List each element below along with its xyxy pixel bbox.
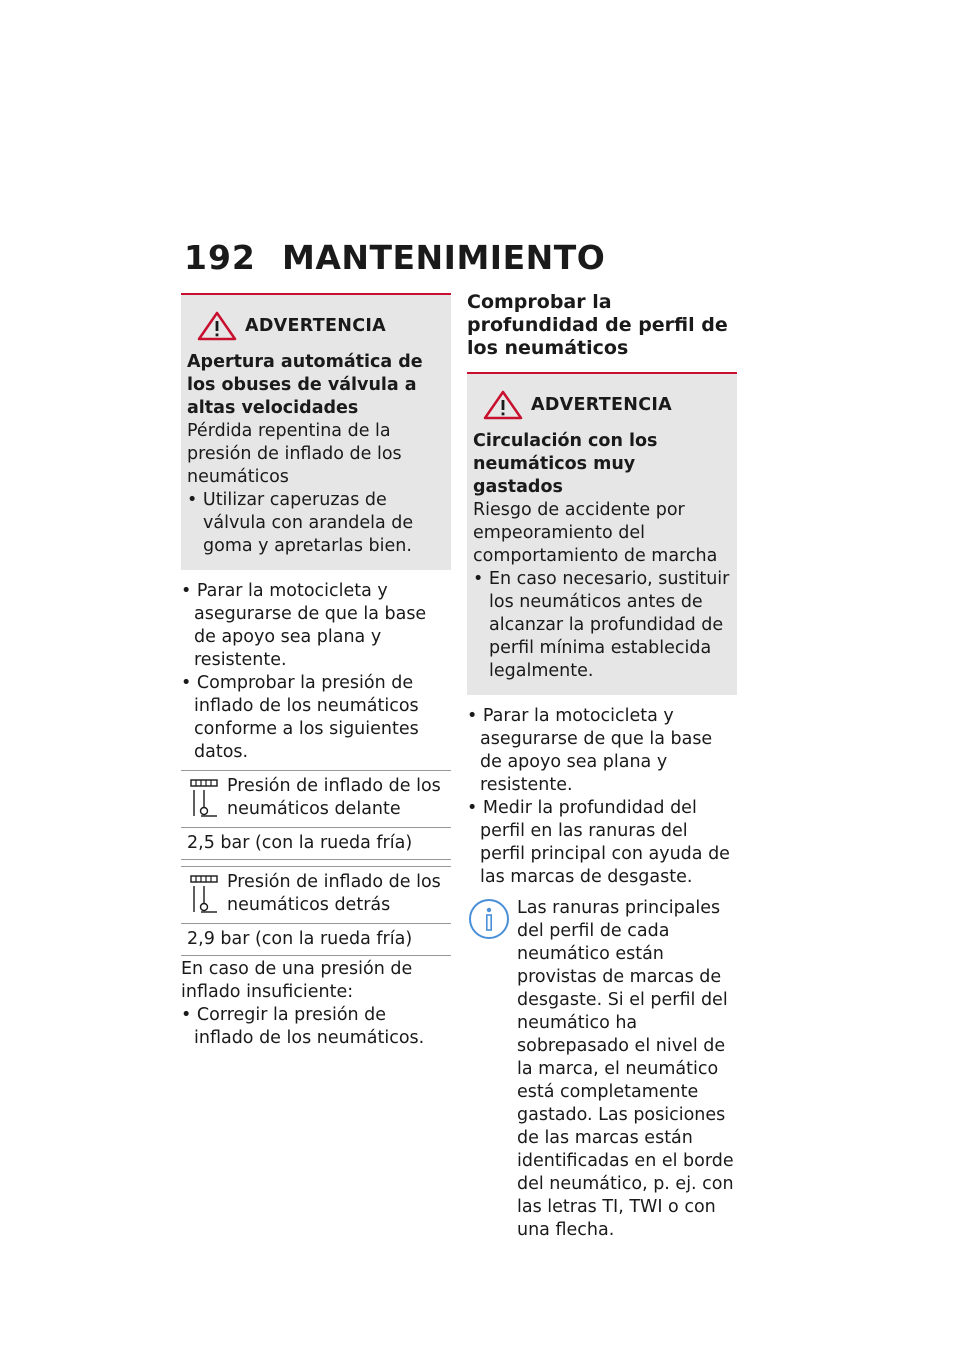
step-item: • Parar la motocicleta y asegurarse de que la base de apoyo sea plana y resistente. xyxy=(181,580,451,672)
spec-table-front xyxy=(181,770,451,860)
subsection-title: Comprobar la profundidad de perfil de los neumáticos xyxy=(467,291,737,374)
warning-triangle-icon xyxy=(197,311,237,341)
spec-value: 2,9 bar (con la rueda fría) xyxy=(181,924,451,956)
spec-value: 2,5 bar (con la rueda fría) xyxy=(181,828,451,860)
step-item: • Corregir la presión de inflado de los neumáticos. xyxy=(181,1004,451,1050)
warning-box xyxy=(181,293,451,570)
low-pressure-text: En caso de una presión de inflado insuficiente: xyxy=(181,959,413,1002)
step-item: • Medir la profundidad del perfil en las ranuras del perfil principal con ayuda de las marcas de desgaste. xyxy=(467,797,737,889)
step-item: • Parar la motocicleta y asegurarse de que la base de apoyo sea plana y resistente. xyxy=(467,705,737,797)
spec-label: Presión de inflado de los neumáticos delante xyxy=(227,776,441,819)
warning-triangle-icon xyxy=(483,390,523,420)
section-title: MANTENIMIENTO xyxy=(282,238,606,277)
info-icon xyxy=(467,897,517,1242)
warning-header xyxy=(187,311,445,341)
spec-table-rear xyxy=(181,866,451,956)
warning-text: Pérdida repentina de la presión de inflado de los neumáticos xyxy=(187,421,402,487)
warning-item: • Utilizar caperuzas de válvula con arandela de goma y apretarlas bien. xyxy=(187,490,414,556)
info-note xyxy=(467,897,737,1242)
warning-label: ADVERTENCIA xyxy=(245,315,386,336)
step-item: • Comprobar la presión de inflado de los neumáticos conforme a los siguientes datos. xyxy=(181,672,451,764)
warning-box xyxy=(467,374,737,695)
right-column xyxy=(467,291,737,1242)
left-column xyxy=(181,293,451,1050)
warning-text: Riesgo de accidente por empeoramiento del comportamiento de marcha xyxy=(473,500,718,566)
warning-title: Circulación con los neumáticos muy gastados xyxy=(473,431,658,497)
warning-item: • En caso necesario, sustituir los neumáticos antes de alcanzar la profundidad de perfil mínima establecida legalmente. xyxy=(473,569,730,681)
page-header xyxy=(184,238,744,284)
tire-pressure-gauge-icon xyxy=(181,871,227,917)
page-number: 192 xyxy=(184,238,256,277)
spec-label: Presión de inflado de los neumáticos detrás xyxy=(227,872,441,915)
warning-label: ADVERTENCIA xyxy=(531,394,672,415)
warning-header xyxy=(473,390,731,420)
info-text: Las ranuras principales del perfil de cada neumático están provistas de marcas de desgaste. Si el perfil del neumático ha sobrepasado el nivel de la marca, el neumático está completamente gastado. Las posiciones de las marcas están identificadas en el borde del neumático, p. ej. con las letras TI, TWI o con una flecha. xyxy=(517,898,734,1240)
warning-title: Apertura automática de los obuses de válvula a altas velocidades xyxy=(187,352,423,418)
tire-pressure-gauge-icon xyxy=(181,775,227,821)
